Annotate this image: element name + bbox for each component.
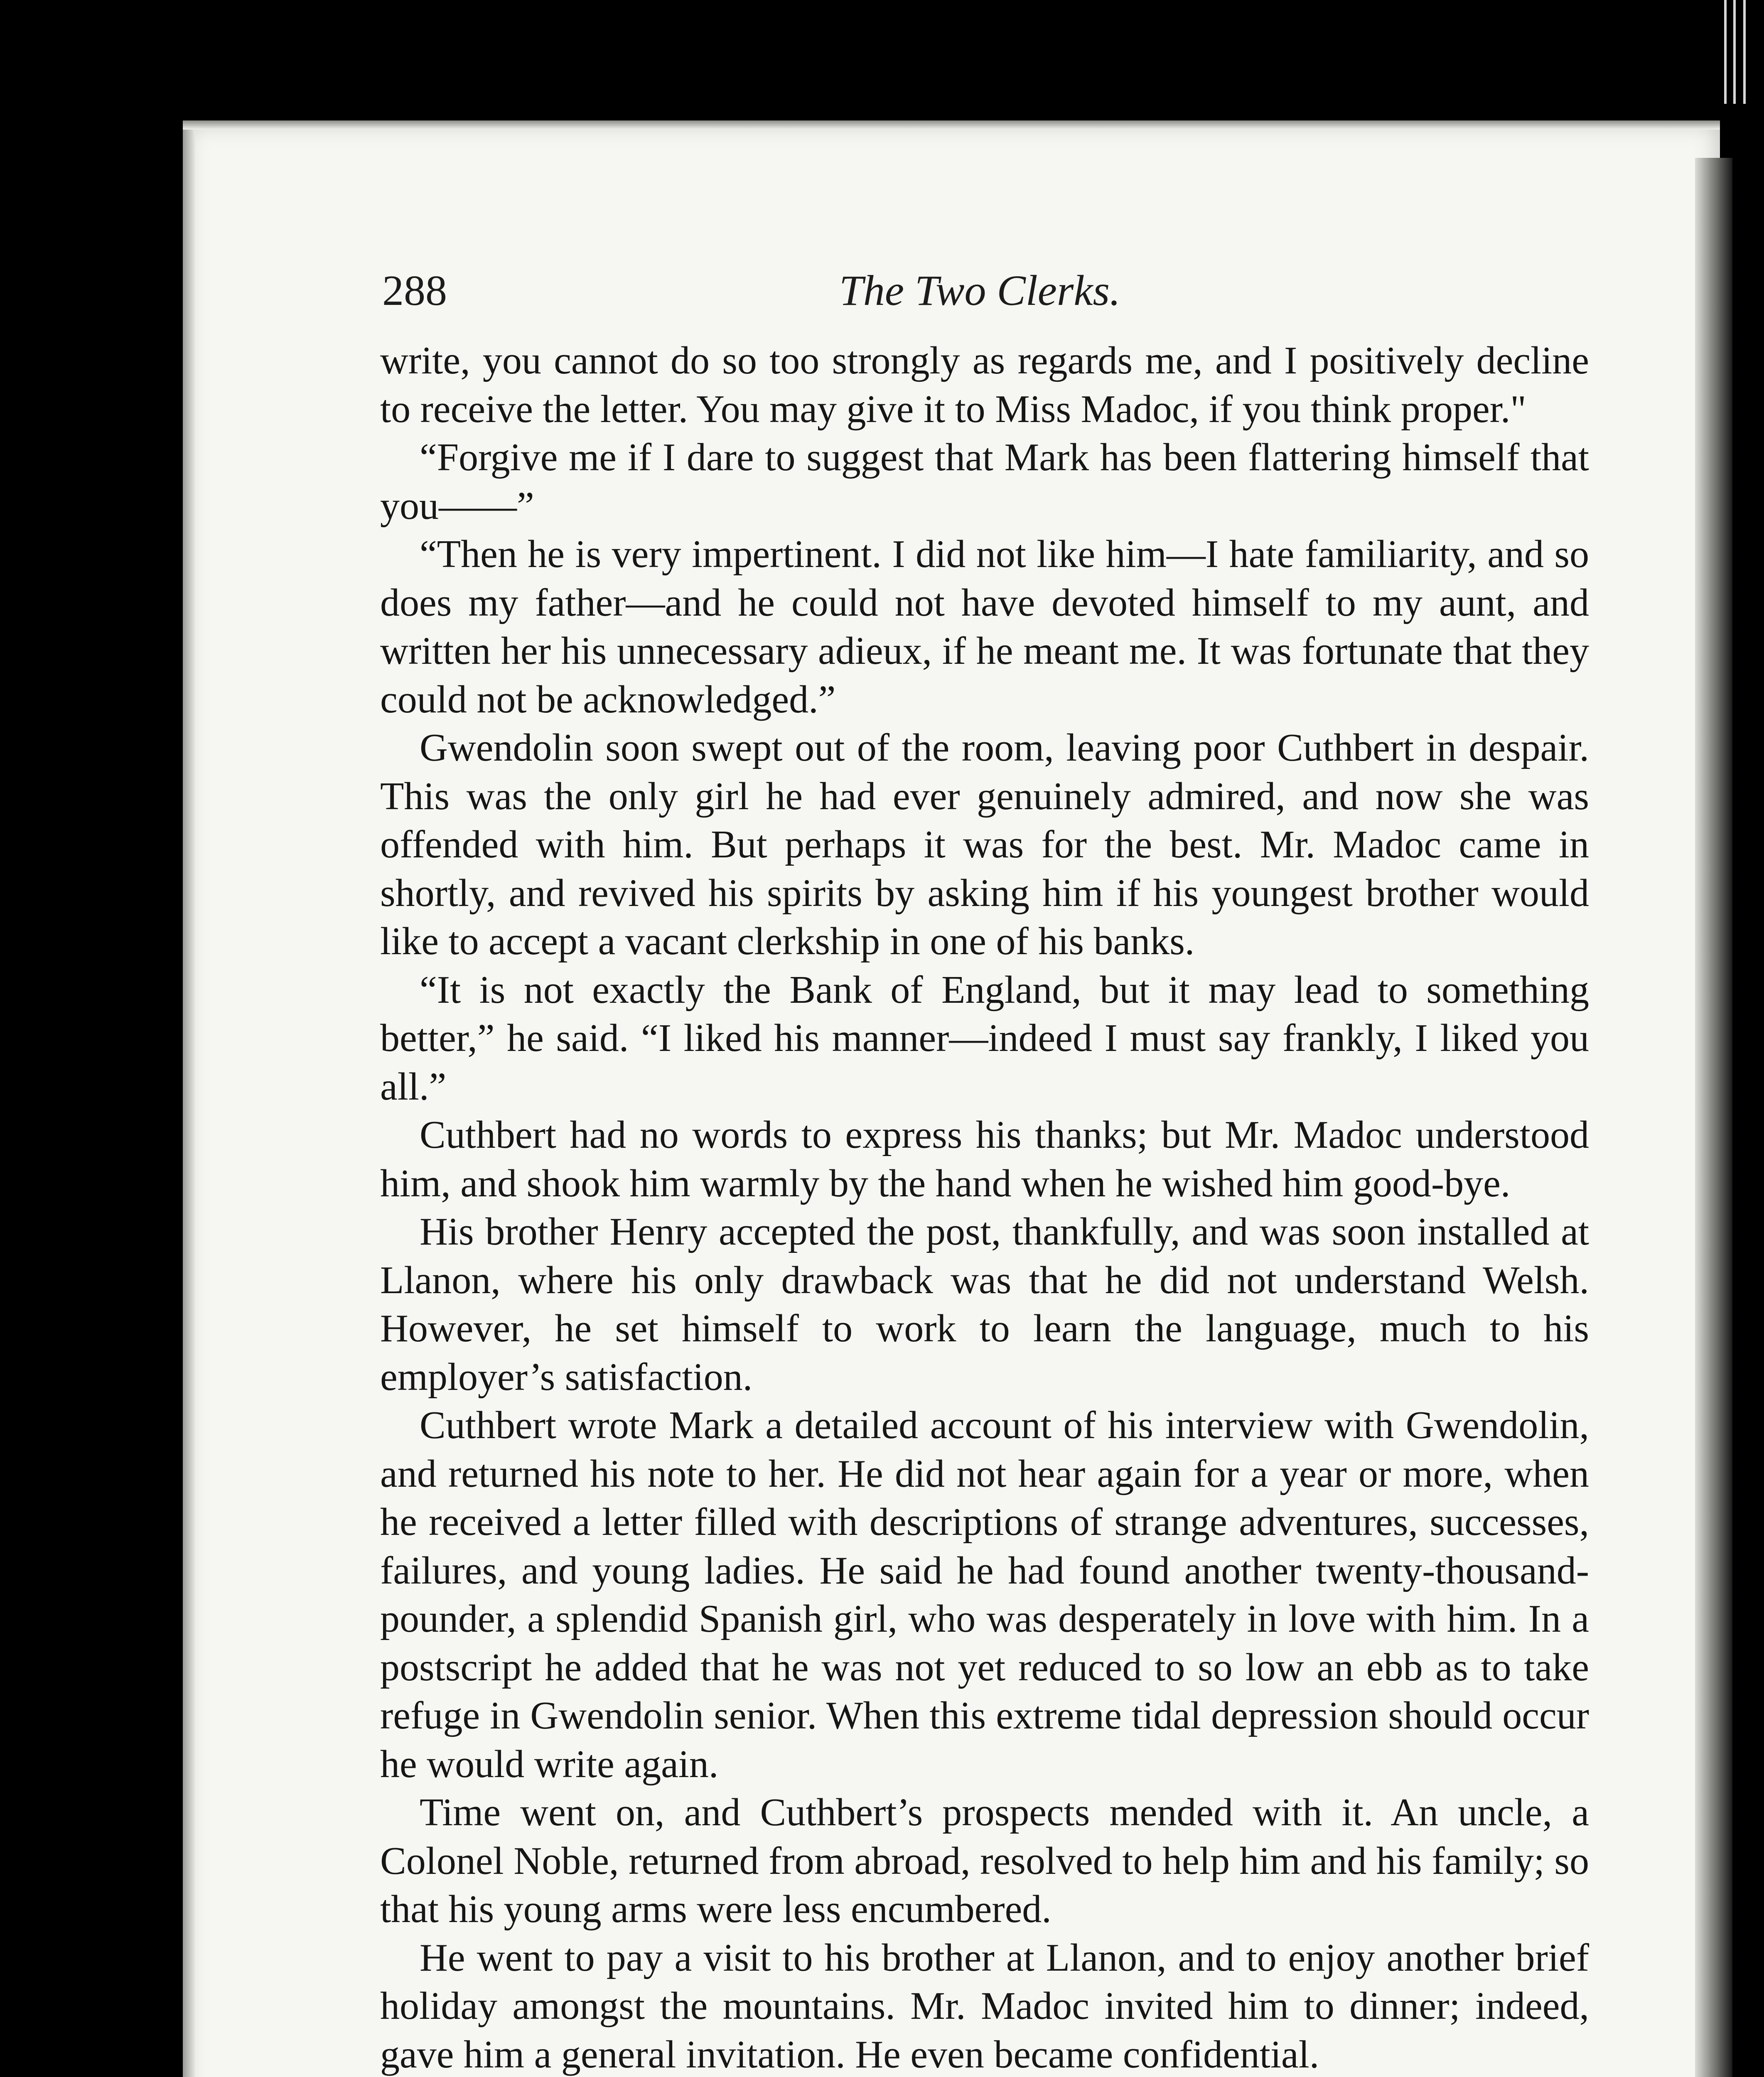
scan-frame-line [1733,0,1736,104]
page-number: 288 [382,267,447,314]
paragraph: “Then he is very impertinent. I did not like him—I hate familiarity, and so does my father—and he could not have devoted himself to my aunt, and written her his unnecessary adieux, if he meant me. It was fortunate that they could not be acknowledged.” [380,533,1589,721]
page-left-edge [183,120,195,2077]
paragraph: “It is not exactly the Bank of England, but it may lead to something better,” he said. “I liked his manner—indeed I must say frankly, I liked you all.” [380,968,1589,1108]
scan-frame-line [1724,0,1727,104]
running-head [382,258,1595,324]
paragraph: Cuthbert had no words to express his thanks; but Mr. Madoc understood him, and shook him warmly by the hand when he wished him good-bye. [380,1113,1589,1205]
paragraph: Gwendolin soon swept out of the room, leaving poor Cuthbert in despair. This was the only girl he had ever genuinely admired, and now she was offended with him. But perhaps it was for the best. Mr. Madoc came in shortly, and revived his spirits by asking him if his youngest brother would like to accept a vacant clerkship in one of his banks. [380,726,1589,963]
paragraph: “Forgive me if I dare to suggest that Mark has been flattering himself that you——” [380,436,1589,528]
page-top-edge [183,120,1720,130]
scan-frame-line [1743,0,1746,104]
paragraph: He went to pay a visit to his brother at Llanon, and to enjoy another brief holiday amongst the mountains. Mr. Madoc invited him to dinner; indeed, gave him a general invitation. He even became confidential. [380,1936,1589,2076]
paragraph: Time went on, and Cuthbert’s prospects mended with it. An uncle, a Colonel Noble, returned from abroad, resolved to help him and his family; so that his young arms were less encumbered. [380,1791,1589,1931]
paragraph: Cuthbert wrote Mark a detailed account of his interview with Gwendolin, and returned his note to her. He did not hear again for a year or more, when he received a letter filled with descriptions of strange adventures, successes, failures, and young ladies. He said he had found another twenty-thousand-pounder, a splendid Spanish girl, who was desperately in love with him. In a postscript he added that he was not yet reduced to so low an ebb as to take refuge in Gwendolin senior. When this extreme tidal depression should occur he would write again. [380,1404,1589,1786]
paragraph: His brother Henry accepted the post, thankfully, and was soon installed at Llanon, where his only drawback was that he did not understand Welsh. However, he set himself to work to learn the language, much to his employer’s satisfaction. [380,1210,1589,1399]
body-text [380,336,1589,2077]
paragraph: write, you cannot do so too strongly as regards me, and I positively decline to receive the letter. You may give it to Miss Madoc, if you think proper." [380,339,1589,431]
running-title: The Two Clerks. [839,267,1121,314]
page-gutter-shadow [1695,158,1732,2077]
